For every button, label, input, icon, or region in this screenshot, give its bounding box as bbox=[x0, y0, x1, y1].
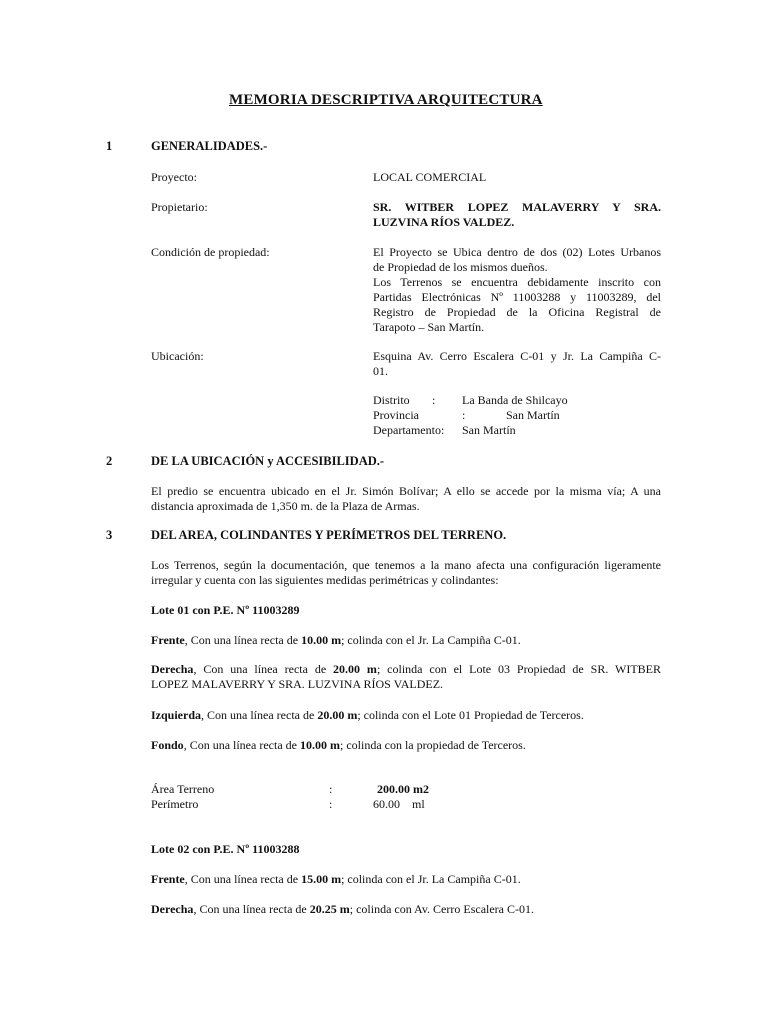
provincia-sep: : bbox=[462, 408, 466, 422]
izquierda-post: ; colinda con el Lote 01 Propiedad de Terceros. bbox=[357, 708, 584, 722]
izquierda-pre: , Con una línea recta de bbox=[201, 708, 318, 722]
lote-02-frente bbox=[151, 872, 521, 887]
area-terreno-value: 200.00 m2 bbox=[377, 782, 429, 796]
departamento-label: Departamento: bbox=[373, 423, 445, 437]
lote-01-fondo bbox=[151, 738, 526, 753]
frente-measure: 10.00 m bbox=[301, 633, 342, 647]
lote-02-derecha bbox=[151, 902, 534, 917]
condicion-line: Registro de Propiedad de la Oficina Registral de bbox=[373, 305, 661, 319]
izquierda-label: Izquierda bbox=[151, 708, 202, 722]
section-1-number: 1 bbox=[106, 139, 113, 153]
section-3-heading: DEL AREA, COLINDANTES Y PERÍMETROS DEL TERRENO. bbox=[151, 528, 507, 542]
area-terreno-sep: : bbox=[329, 782, 333, 796]
lote-01-derecha-line2: LOPEZ MALAVERRY Y SRA. LUZVINA RÍOS VALDEZ. bbox=[151, 677, 444, 691]
propietario-label: Propietario: bbox=[151, 200, 208, 214]
distrito-sep: : bbox=[432, 393, 436, 407]
propietario-value-line2: LUZVINA RÍOS VALDEZ. bbox=[373, 215, 515, 229]
provincia-label: Provincia bbox=[373, 408, 419, 422]
distrito-value: La Banda de Shilcayo bbox=[462, 393, 568, 407]
fondo-label: Fondo bbox=[151, 738, 184, 752]
condicion-line: Los Terrenos se encuentra debidamente inscrito con bbox=[373, 275, 661, 289]
izquierda-measure: 20.00 m bbox=[317, 708, 358, 722]
condicion-line: Tarapoto – San Martín. bbox=[373, 320, 485, 334]
perimetro-sep: : bbox=[329, 797, 333, 811]
section-1-heading: GENERALIDADES.- bbox=[151, 139, 268, 153]
lote-01-izquierda bbox=[151, 708, 584, 723]
distrito-label: Distrito bbox=[373, 393, 410, 407]
ubicacion-label: Ubicación: bbox=[151, 349, 204, 363]
frente-pre: , Con una línea recta de bbox=[184, 872, 302, 886]
proyecto-value: LOCAL COMERCIAL bbox=[373, 170, 487, 184]
area-terreno-label: Área Terreno bbox=[151, 782, 215, 796]
derecha-pre: , Con una línea recta de bbox=[193, 902, 310, 916]
ubicacion-value-line2: 01. bbox=[373, 364, 388, 378]
perimetro-label: Perímetro bbox=[151, 797, 199, 811]
fondo-pre: , Con una línea recta de bbox=[183, 738, 300, 752]
lote-01-frente bbox=[151, 633, 521, 648]
fondo-post: ; colinda con la propiedad de Terceros. bbox=[339, 738, 526, 752]
ubicacion-value-line1: Esquina Av. Cerro Escalera C-01 y Jr. La Campiña C- bbox=[373, 349, 661, 363]
condicion-line: Partidas Electrónicas Nº 11003288 y 11003289, del bbox=[373, 290, 661, 304]
frente-post: ; colinda con el Jr. La Campiña C-01. bbox=[341, 633, 521, 647]
section-3-intro-line1: Los Terrenos, según la documentación, que tenemos a la mano afecta una configuración ligeramente bbox=[151, 558, 661, 572]
condicion-label: Condición de propiedad: bbox=[151, 245, 270, 259]
section-2-line2: distancia aproximada de 1,350 m. de la Plaza de Armas. bbox=[151, 499, 420, 513]
derecha-pre: , Con una línea recta de bbox=[193, 662, 334, 676]
frente-label: Frente bbox=[151, 633, 185, 647]
condicion-line: de Propiedad de los mismos dueños. bbox=[373, 260, 548, 274]
frente-post: ; colinda con el Jr. La Campiña C-01. bbox=[341, 872, 521, 886]
derecha-measure: 20.25 m bbox=[309, 902, 350, 916]
frente-pre: , Con una línea recta de bbox=[184, 633, 302, 647]
section-3-intro-line2: irregular y cuenta con las siguientes medidas perimétricas y colindantes: bbox=[151, 573, 499, 587]
section-2-heading: DE LA UBICACIÓN y ACCESIBILIDAD.- bbox=[151, 454, 385, 468]
departamento-value: San Martín bbox=[462, 423, 516, 437]
section-2-number: 2 bbox=[106, 454, 113, 468]
section-3-number: 3 bbox=[106, 528, 113, 542]
document-title: MEMORIA DESCRIPTIVA ARQUITECTURA bbox=[229, 92, 543, 108]
derecha-post: ; colinda con el Lote 03 Propiedad de SR. WITBER bbox=[376, 662, 661, 676]
fondo-measure: 10.00 m bbox=[299, 738, 340, 752]
condicion-line: El Proyecto se Ubica dentro de dos (02) Lotes Urbanos bbox=[373, 245, 661, 259]
frente-label: Frente bbox=[151, 872, 185, 886]
provincia-value: San Martín bbox=[506, 408, 560, 422]
propietario-value-line1: SR. WITBER LOPEZ MALAVERRY Y SRA. bbox=[373, 200, 661, 214]
derecha-label: Derecha bbox=[151, 662, 194, 676]
frente-measure: 15.00 m bbox=[301, 872, 342, 886]
lote-02-heading: Lote 02 con P.E. Nº 11003288 bbox=[151, 842, 300, 856]
perimetro-value: 60.00 ml bbox=[373, 797, 425, 811]
lote-01-derecha bbox=[151, 662, 661, 677]
section-2-line1: El predio se encuentra ubicado en el Jr. Simón Bolívar; A ello se accede por la misma vía; A una bbox=[151, 484, 661, 498]
proyecto-label: Proyecto: bbox=[151, 170, 197, 184]
derecha-post: ; colinda con Av. Cerro Escalera C-01. bbox=[349, 902, 535, 916]
derecha-label: Derecha bbox=[151, 902, 194, 916]
lote-01-heading: Lote 01 con P.E. Nº 11003289 bbox=[151, 603, 300, 617]
condicion-value bbox=[373, 245, 661, 335]
derecha-measure: 20.00 m bbox=[333, 662, 377, 676]
